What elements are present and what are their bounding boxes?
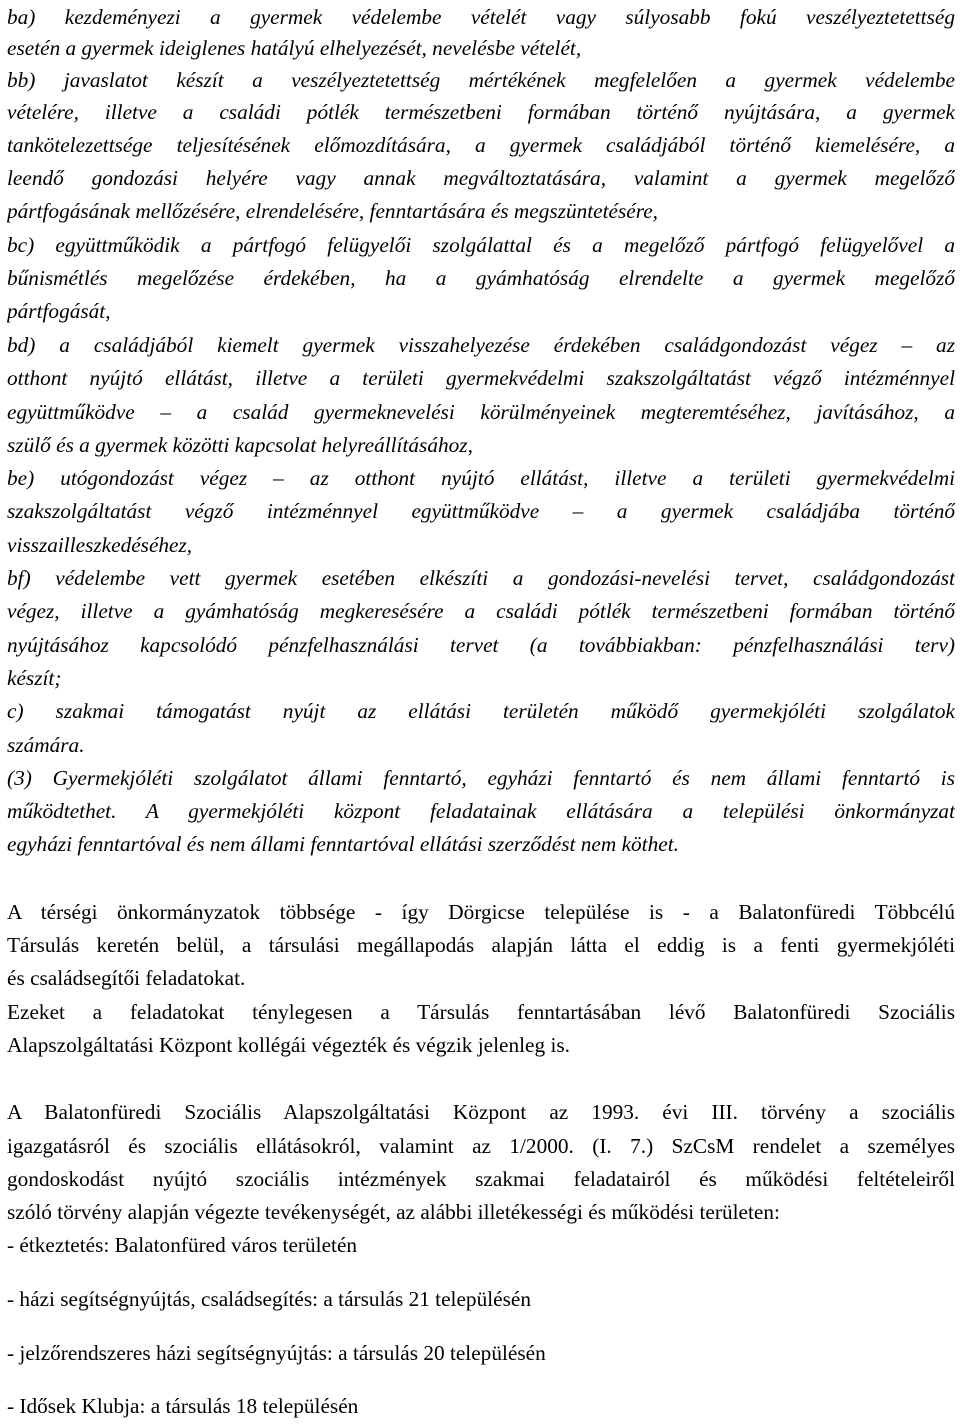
italic-line-22: c) szakmai támogatást nyújt az ellátási területén működő gyermekjóléti szolgálatok — [7, 699, 955, 723]
body-line-3: és családsegítői feladatokat. — [7, 966, 246, 990]
italic-line-6: leendő gondozási helyére vagy annak megváltoztatására, valamint a gyermek megelőző — [7, 166, 955, 190]
list-item-jelzorendszer: - jelzőrendszeres házi segítségnyújtás: a társulás 20 településén — [7, 1341, 546, 1365]
italic-line-7: pártfogásának mellőzésére, elrendelésére, fenntartására és megszüntetésére, — [7, 199, 658, 223]
body-line-1: A térségi önkormányzatok többsége - így Dörgicse települése is - a Balatonfüredi Többcélú — [7, 900, 955, 924]
italic-line-21: készít; — [7, 666, 62, 690]
body-line-2: Társulás keretén belül, a társulási megállapodás alapján látta el eddig is a fenti gyermekjóléti — [7, 933, 955, 957]
italic-line-25: működtethet. A gyermekjóléti központ feladatainak ellátására a települési önkormányzat — [7, 799, 955, 823]
italic-line-19: végez, illetve a gyámhatóság megkeresésére a családi pótlék természetbeni formában történő — [7, 599, 955, 623]
italic-line-8: bc) együttműködik a pártfogó felügyelői szolgálattal és a megelőző pártfogó felügyelővel a — [7, 233, 955, 257]
italic-line-9: bűnismétlés megelőzése érdekében, ha a gyámhatóság elrendelte a gyermek megelőző — [7, 266, 955, 290]
italic-line-12: otthont nyújtó ellátást, illetve a területi gyermekvédelmi szakszolgáltatást végző intézménnyel — [7, 366, 955, 390]
italic-line-15: be) utógondozást végez – az otthont nyújtó ellátást, illetve a területi gyermekvédelmi — [7, 466, 955, 490]
body-line-9: szóló törvény alapján végezte tevékenységét, az alábbi illetékességi és működési területen: — [7, 1200, 780, 1224]
italic-line-4: vételére, illetve a családi pótlék természetbeni formában történő nyújtására, a gyermek — [7, 100, 955, 124]
italic-line-13: együttműködve – a család gyermeknevelési körülményeinek megteremtéséhez, javításához, a — [7, 400, 955, 424]
italic-line-16: szakszolgáltatást végző intézménnyel együttműködve – a gyermek családjába történő — [7, 499, 955, 523]
body-line-6: A Balatonfüredi Szociális Alapszolgáltatási Központ az 1993. évi III. törvény a szociális — [7, 1100, 955, 1124]
italic-line-26: egyházi fenntartóval és nem állami fenntartóval ellátási szerződést nem köthet. — [7, 832, 679, 856]
italic-line-5: tankötelezettsége teljesítésének előmozdítására, a gyermek családjából történő kiemelésére, a — [7, 133, 955, 157]
italic-line-20: nyújtásához kapcsolódó pénzfelhasználási tervet (a továbbiakban: pénzfelhasználási terv) — [7, 633, 955, 657]
italic-line-17: visszailleszkedéséhez, — [7, 533, 193, 557]
list-item-etkeztetes: - étkeztetés: Balatonfüred város területén — [7, 1233, 358, 1257]
italic-line-1: ba) kezdeményezi a gyermek védelembe vételét vagy súlyosabb fokú veszélyeztetettség — [7, 5, 955, 29]
list-item-idosek-klubja: - Idősek Klubja: a társulás 18 településén — [7, 1394, 359, 1418]
body-line-7: igazgatásról és szociális ellátásokról, valamint az 1/2000. (I. 7.) SzCsM rendelet a személyes — [7, 1134, 955, 1158]
italic-line-14: szülő és a gyermek közötti kapcsolat helyreállításához, — [7, 433, 473, 457]
italic-line-2: esetén a gyermek ideiglenes hatályú elhelyezését, nevelésbe vételét, — [7, 36, 582, 60]
italic-line-23: számára. — [7, 733, 85, 757]
italic-line-3: bb) javaslatot készít a veszélyeztetettség mértékének megfelelően a gyermek védelembe — [7, 68, 955, 92]
list-item-hazi-segitseg: - házi segítségnyújtás, családsegítés: a társulás 21 településén — [7, 1287, 531, 1311]
body-line-4: Ezeket a feladatokat ténylegesen a Társulás fenntartásában lévő Balatonfüredi Szociális — [7, 1000, 955, 1024]
italic-line-24: (3) Gyermekjóléti szolgálatot állami fenntartó, egyházi fenntartó és nem állami fenntartó is — [7, 766, 955, 790]
italic-line-10: pártfogását, — [7, 299, 111, 323]
italic-line-11: bd) a családjából kiemelt gyermek visszahelyezése érdekében családgondozást végez – az — [7, 333, 955, 357]
body-line-8: gondoskodást nyújtó szociális intézmények szakmai feladatairól és működési feltételeiről — [7, 1167, 955, 1191]
italic-line-18: bf) védelembe vett gyermek esetében elkészíti a gondozási-nevelési tervet, családgondozást — [7, 566, 955, 590]
body-line-5: Alapszolgáltatási Központ kollégái végezték és végzik jelenleg is. — [7, 1033, 570, 1057]
